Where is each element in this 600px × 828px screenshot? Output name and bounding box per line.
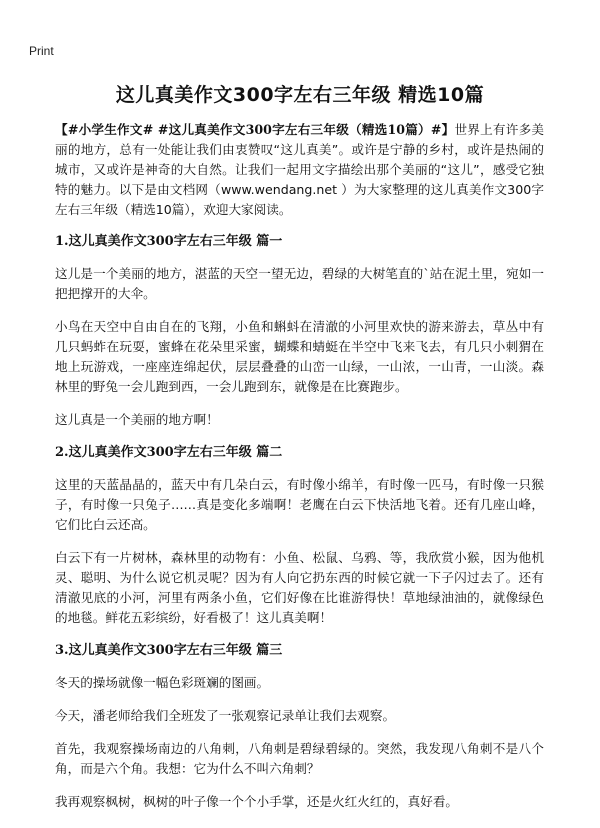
section-paragraph: 首先，我观察操场南边的八角刺，八角刺是碧绿碧绿的。突然，我发现八角刺不是八个角，而是六个角。我想：它为什么不叫六角刺？ <box>55 741 544 776</box>
section-paragraph: 小鸟在天空中自由自在的飞翔，小鱼和蝌蚪在清澈的小河里欢快的游来游去，草丛中有几只蚂蚱在玩耍，蜜蜂在花朵里采蜜，蝴蝶和蜻蜓在半空中飞来飞去，有几只小刺猬在地上玩游戏，一座座连绵起伏，层层叠叠的山峦一山绿，一山浓，一山青，一山淡。森林里的野兔一会儿跑到西，一会儿跑到东，就像是在比赛跑步。 <box>55 319 544 394</box>
section-heading: 3.这儿真美作文300字左右三年级 篇三 <box>55 643 283 658</box>
section-paragraph: 我再观察枫树，枫树的叶子像一个个小手掌，还是火红火红的，真好看。 <box>55 794 458 809</box>
section-paragraph: 这里的天蓝晶晶的，蓝天中有几朵白云，有时像小绵羊，有时像一匹马，有时像一只猴子，有时像一只兔子……真是变化多端啊！老鹰在白云下快活地飞着。还有几座山峰，它们比白云还高。 <box>55 477 544 532</box>
section-heading: 1.这儿真美作文300字左右三年级 篇一 <box>55 234 283 249</box>
intro-lead: 【#小学生作文# #这儿真美作文300字左右三年级（精选10篇）#】 <box>55 122 455 137</box>
section-heading: 2.这儿真美作文300字左右三年级 篇二 <box>55 445 283 460</box>
article-body <box>55 120 544 825</box>
section-paragraph: 冬天的操场就像一幅色彩斑斓的图画。 <box>55 675 270 690</box>
section-paragraph: 今天，潘老师给我们全班发了一张观察记录单让我们去观察。 <box>55 708 396 723</box>
section-paragraph: 白云下有一片树林，森林里的动物有：小鱼、松鼠、乌鸦、等，我欣赏小猴，因为他机灵、聪明、为什么说它机灵呢？因为有人向它扔东西的时候它就一下子闪过去了。还有清澈见底的小河，河里有两条小鱼，它们好像在比谁游得快！草地绿油油的，就像绿色的地毯。鲜花五彩缤纷，好看极了！这儿真美啊！ <box>55 550 544 625</box>
intro-text: 世界上有许多美丽的地方，总有一处能让我们由衷赞叹“这儿真美”。或许是宁静的乡村，或许是热闹的城市，又或许是神奇的大自然。让我们一起用文字描绘出那个美丽的“这儿”，感受它独特的魅力。以下是由文档网（www.wendang.net ）为大家整理的这儿真美作文300字左右三年级（精选10篇），欢迎大家阅读。 <box>55 122 544 217</box>
print-link[interactable]: Print <box>29 44 54 58</box>
intro-paragraph <box>55 120 544 220</box>
section-paragraph: 这儿是一个美丽的地方，湛蓝的天空一望无边，碧绿的大树笔直的`站在泥土里，宛如一把把撑开的大伞。 <box>55 266 544 301</box>
section-paragraph: 这儿真是一个美丽的地方啊！ <box>55 412 219 427</box>
page-title: 这儿真美作文300字左右三年级 精选10篇 <box>115 84 485 106</box>
